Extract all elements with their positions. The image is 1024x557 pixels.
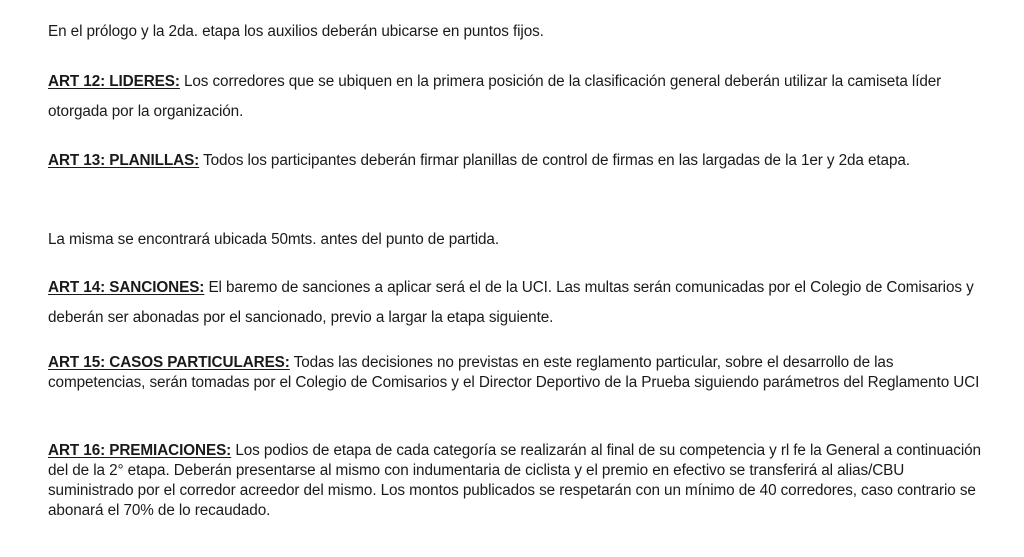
article-15-heading: ART 15: CASOS PARTICULARES: [48,354,290,371]
article-16-text: Los podios de etapa de cada categoría se realizarán al final de su competencia y rl fe la General a continuación del de la 2° etapa. Deberán presentarse al mismo con indumentaria de ciclista y el premio en efectivo se transferirá al alias/CBU suministrado por el corredor acreedor del mismo. Los montos publicados se respetarán con un mínimo de 40 corredores, caso contrario se abonará el 70% de lo recaudado. [48,442,981,519]
intro-paragraph [48,17,983,47]
article-15-paragraph [48,353,983,393]
article-15-text: Todas las decisiones no previstas en este reglamento particular, sobre el desarrollo de las competencias, serán tomadas por el Colegio de Comisarios y el Director Deportivo de la Prueba siguiendo parámetros del Reglamento UCI [48,354,980,391]
misma-text: La misma se encontrará ubicada 50mts. antes del punto de partida. [48,231,499,248]
misma-paragraph [48,225,983,255]
article-13-paragraph [48,146,983,176]
article-12-text: Los corredores que se ubiquen en la primera posición de la clasificación general deberán utilizar la camiseta líder otorgada por la organización. [48,73,942,120]
intro-text: En el prólogo y la 2da. etapa los auxilios deberán ubicarse en puntos fijos. [48,23,544,40]
article-12-paragraph [48,67,983,127]
article-13-text: Todos los participantes deberán firmar planillas de control de firmas en las largadas de la 1er y 2da etapa. [199,152,910,169]
article-14-paragraph [48,273,983,333]
article-16-paragraph [48,441,983,521]
article-12-heading: ART 12: LIDERES: [48,73,180,90]
article-16-heading: ART 16: PREMIACIONES: [48,442,232,459]
article-14-text: El baremo de sanciones a aplicar será el de la UCI. Las multas serán comunicadas por el Colegio de Comisarios y deberán ser abonadas por el sancionado, previo a largar la etapa siguiente. [48,279,974,326]
article-14-heading: ART 14: SANCIONES: [48,279,205,296]
article-13-heading: ART 13: PLANILLAS: [48,152,200,169]
